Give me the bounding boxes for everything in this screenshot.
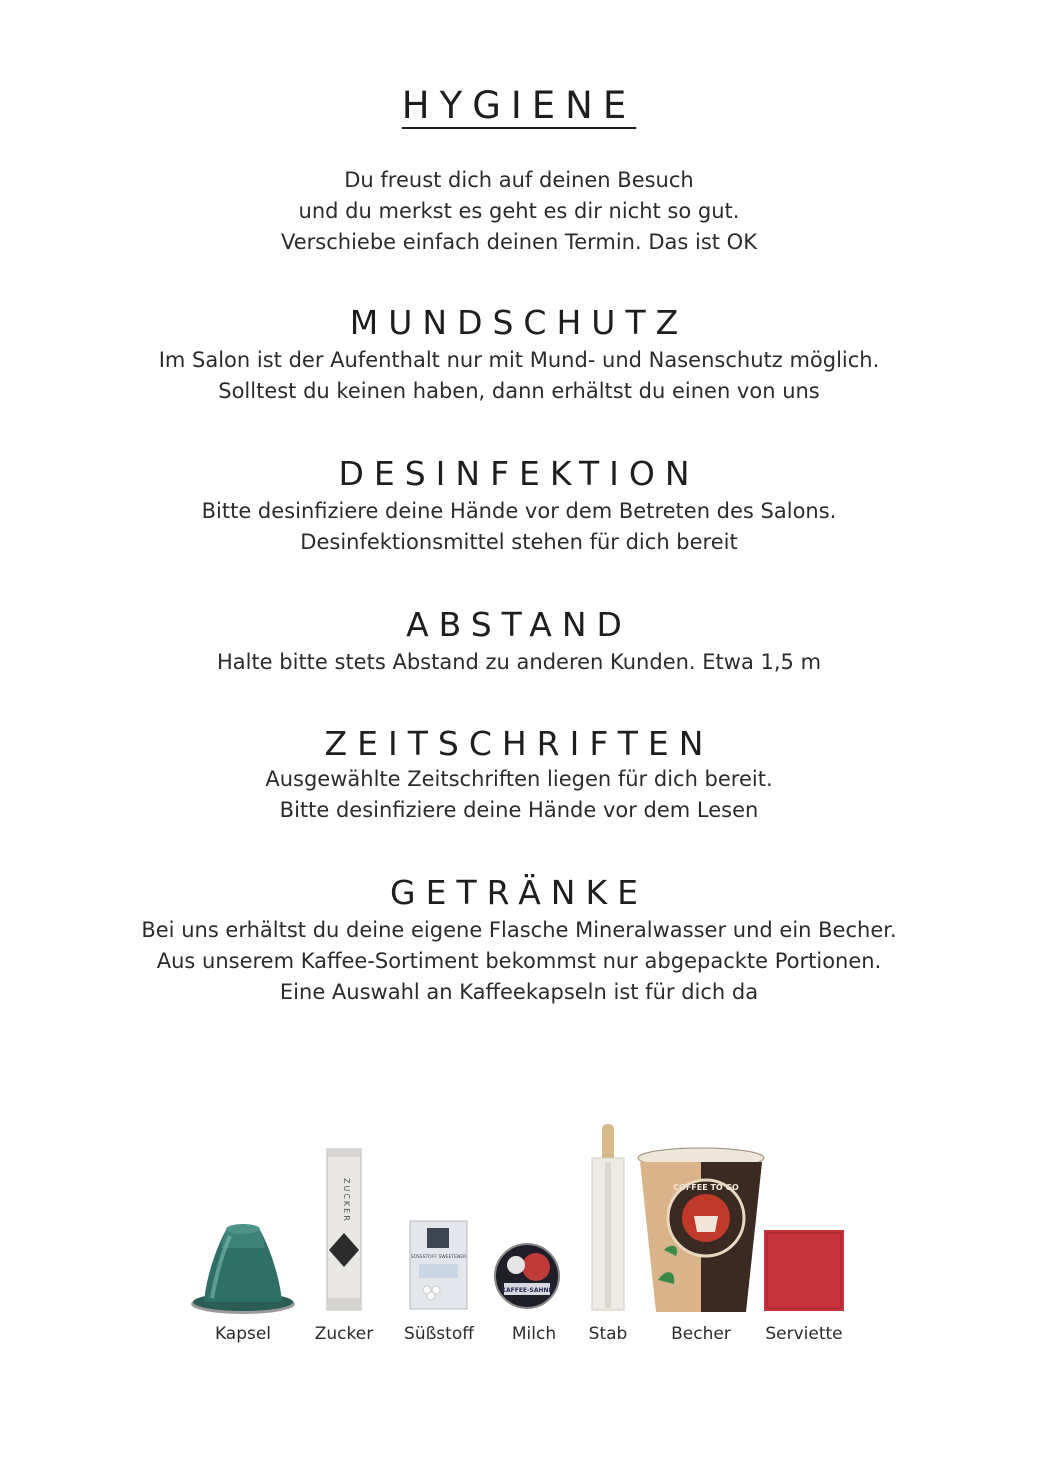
intro-line: und du merkst es geht es dir nicht so gut. <box>298 199 740 223</box>
section-text-mundschutz <box>0 345 1038 407</box>
page-title: HYGIENE <box>401 84 637 127</box>
product-label-milch: Milch <box>511 1324 557 1344</box>
section-text-abstand <box>0 647 1038 678</box>
section-heading-getraenke: GETRÄNKE <box>390 873 648 912</box>
section-line: Bei uns erhältst du deine eigene Flasche Mineralwasser und ein Becher. <box>141 918 897 942</box>
section-heading-mundschutz: MUNDSCHUTZ <box>349 303 689 342</box>
product-label-suessstoff: Süßstoff <box>404 1324 474 1344</box>
product-label-zucker: Zucker <box>314 1324 374 1344</box>
coffee-capsule-image <box>190 1218 296 1316</box>
section-text-getraenke <box>0 915 1038 1008</box>
product-label-becher: Becher <box>671 1324 731 1344</box>
section-line: Ausgewählte Zeitschriften liegen für dich bereit. <box>265 767 773 791</box>
section-line: Halte bitte stets Abstand zu anderen Kunden. Etwa 1,5 m <box>216 650 822 674</box>
stir-stick-image <box>590 1124 628 1312</box>
sweetener-pack-text: SÜSSSTOFF SWEETENER <box>410 1255 467 1260</box>
sweetener-pack-image <box>409 1220 468 1310</box>
milk-portion-image <box>494 1241 560 1311</box>
section-heading-abstand: ABSTAND <box>406 605 632 644</box>
section-line: Bitte desinfiziere deine Hände vor dem Lesen <box>279 798 759 822</box>
product-label-kapsel: Kapsel <box>214 1324 272 1344</box>
sugar-stick-text: ZUCKER <box>342 1178 351 1223</box>
section-line: Bitte desinfiziere deine Hände vor dem Betreten des Salons. <box>201 499 837 523</box>
intro-text <box>0 165 1038 258</box>
product-label-serviette: Serviette <box>765 1324 843 1344</box>
coffee-cup-text: COFFEE TO GO <box>673 1183 739 1192</box>
section-line: Aus unserem Kaffee-Sortiment bekommst nur abgepackte Portionen. <box>156 949 882 973</box>
section-text-desinfektion <box>0 496 1038 558</box>
coffee-cup-image <box>636 1146 766 1314</box>
intro-line: Du freust dich auf deinen Besuch <box>344 168 694 192</box>
napkin-image <box>764 1230 844 1311</box>
intro-line: Verschiebe einfach deinen Termin. Das ist OK <box>281 230 757 254</box>
section-heading-zeitschriften: ZEITSCHRIFTEN <box>324 724 714 763</box>
sugar-stick-image <box>326 1148 362 1311</box>
product-label-stab: Stab <box>588 1324 628 1344</box>
section-heading-desinfektion: DESINFEKTION <box>338 454 700 493</box>
section-line: Eine Auswahl an Kaffeekapseln ist für dich da <box>279 980 759 1004</box>
section-text-zeitschriften <box>0 764 1038 826</box>
milk-portion-text: KAFFEE-SAHNE <box>501 1287 553 1294</box>
section-line: Desinfektionsmittel stehen für dich bereit <box>300 530 738 554</box>
section-line: Im Salon ist der Aufenthalt nur mit Mund- und Nasenschutz möglich. <box>158 348 880 372</box>
section-line: Solltest du keinen haben, dann erhältst du einen von uns <box>218 379 820 403</box>
